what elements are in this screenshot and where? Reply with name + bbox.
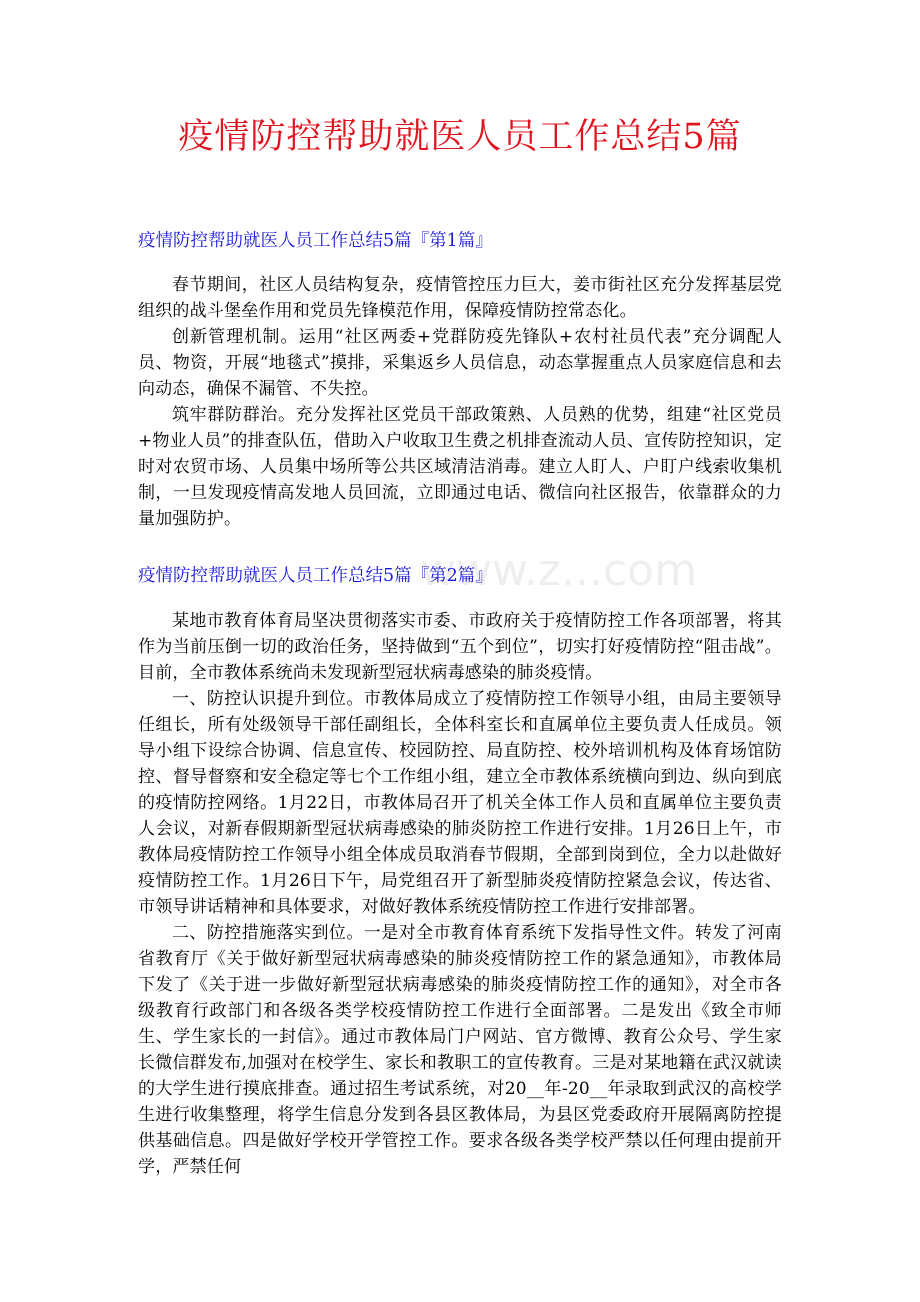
section-1-body [138, 272, 782, 532]
paragraph: 春节期间，社区人员结构复杂，疫情管控压力巨大，姜市街社区充分发挥基层党组织的战斗堡垒作用和党员先锋模范作用，保障疫情防控常态化。 [138, 275, 782, 321]
section-1-heading: 疫情防控帮助就医人员工作总结5篇『第1篇』 [138, 231, 493, 251]
paragraph: 创新管理机制。运用“社区两委+党群防疫先锋队+农村社员代表”充分调配人员、物资，开展“地毯式”摸排，采集返乡人员信息，动态掌握重点人员家庭信息和去向动态，确保不漏管、不失控。 [138, 327, 782, 399]
watermark: www.z...com [420, 545, 697, 596]
section-2-body [138, 608, 782, 1180]
paragraph: 筑牢群防群治。充分发挥社区党员干部政策熟、人员熟的优势，组建“社区党员+物业人员”的排查队伍，借助入户收取卫生费之机排查流动人员、宣传防控知识，定时对农贸市场、人员集中场所等公共区域清洁消毒。建立人盯人、户盯户线索收集机制，一旦发现疫情高发地人员回流，立即通过电话、微信向社区报告，依靠群众的力量加强防护。 [138, 405, 782, 529]
paragraph: 二、防控措施落实到位。一是对全市教育体育系统下发指导性文件。转发了河南省教育厅《关于做好新型冠状病毒感染的肺炎疫情防控工作的紧急通知》，市教体局下发了《关于进一步做好新型冠状病毒感染的肺炎疫情防控工作的通知》，对全市各级教育行政部门和各级各类学校疫情防控工作进行全面部署。二是发出《致全市师生、学生家长的一封信》。通过市教体局门户网站、官方微博、教育公众号、学生家长微信群发布,加强对在校学生、家长和教职工的宣传教育。三是对某地籍在武汉就读的大学生进行摸底排查。通过招生考试系统，对20__年-20__年录取到武汉的高校学生进行收集整理，将学生信息分发到各县区教体局，为县区党委政府开展隔离防控提供基础信息。四是做好学校开学管控工作。要求各级各类学校严禁以任何理由提前开学，严禁任何 [138, 923, 782, 1177]
paragraph: 某地市教育体育局坚决贯彻落实市委、市政府关于疫情防控工作各项部署，将其作为当前压倒一切的政治任务，坚持做到“五个到位”，切实打好疫情防控“阻击战”。目前，全市教体系统尚未发现新型冠状病毒感染的肺炎疫情。 [138, 611, 782, 683]
document-title: 疫情防控帮助就医人员工作总结5篇 [178, 117, 742, 157]
paragraph: 一、防控认识提升到位。市教体局成立了疫情防控工作领导小组，由局主要领导任组长，所有处级领导干部任副组长，全体科室长和直属单位主要负责人任成员。领导小组下设综合协调、信息宣传、校园防控、局直防控、校外培训机构及体育场馆防控、督导督察和安全稳定等七个工作组小组，建立全市教体系统横向到边、纵向到底的疫情防控网络。1月22日，市教体局召开了机关全体工作人员和直属单位主要负责人会议，对新春假期新型冠状病毒感染的肺炎防控工作进行安排。1月26日上午，市教体局疫情防控工作领导小组全体成员取消春节假期，全部到岗到位，全力以赴做好疫情防控工作。1月26日下午，局党组召开了新型肺炎疫情防控紧急会议，传达省、市领导讲话精神和具体要求，对做好教体系统疫情防控工作进行安排部署。 [138, 689, 782, 917]
section-2-heading: 疫情防控帮助就医人员工作总结5篇『第2篇』 [138, 566, 493, 586]
